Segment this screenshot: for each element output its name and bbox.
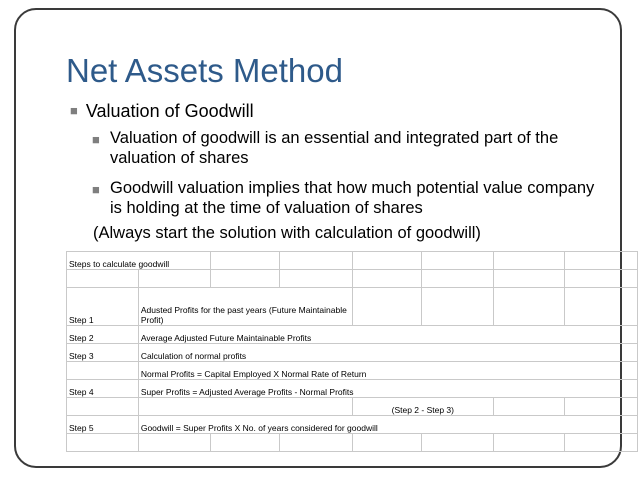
- table-row: [67, 398, 638, 416]
- table-row-empty: [67, 270, 638, 288]
- step-text: Goodwill = Super Profits X No. of years considered for goodwill: [138, 416, 637, 434]
- step-text: Super Profits = Adjusted Average Profits - Normal Profits: [138, 380, 637, 398]
- note-text: (Always start the solution with calculation of goodwill): [93, 224, 481, 242]
- step-text: Normal Profits = Capital Employed X Normal Rate of Return: [138, 362, 637, 380]
- table-row: [67, 380, 638, 398]
- step-label: Step 4: [67, 380, 139, 398]
- step-label: Step 3: [67, 344, 139, 362]
- bullet-level1-text: Valuation of Goodwill: [85, 101, 254, 121]
- step-label: Step 5: [67, 416, 139, 434]
- bullet-icon: ■: [92, 132, 100, 147]
- bullet-icon: ■: [70, 103, 78, 118]
- steps-table: [66, 251, 638, 452]
- table-row: [67, 288, 638, 326]
- table-header-row: [67, 252, 638, 270]
- bullet-level2-text: Valuation of goodwill is an essential and integrated part of the valuation of shares: [110, 129, 559, 167]
- table-row: [67, 416, 638, 434]
- table-header: Steps to calculate goodwill: [67, 252, 211, 270]
- table-row-empty: [67, 434, 638, 452]
- table-row: [67, 344, 638, 362]
- bullet-level2-2: [92, 178, 612, 218]
- step-label: Step 1: [67, 288, 139, 326]
- step-label: [67, 398, 139, 416]
- step-label: Step 2: [67, 326, 139, 344]
- step-text: (Step 2 - Step 3): [352, 398, 493, 416]
- bullet-icon: ■: [92, 182, 100, 197]
- step-label: [67, 362, 139, 380]
- slide-title: Net Assets Method: [66, 52, 343, 89]
- bullet-level2-text: Goodwill valuation implies that how much potential value company is holding at the time of valuation of shares: [110, 179, 595, 217]
- step-text: Adusted Profits for the past years (Future Maintainable Profit): [138, 288, 352, 326]
- table-row: [67, 362, 638, 380]
- bullet-level1: [70, 101, 254, 122]
- step-text: Average Adjusted Future Maintainable Profits: [138, 326, 637, 344]
- step-text: Calculation of normal profits: [138, 344, 637, 362]
- table-row: [67, 326, 638, 344]
- bullet-level2-1: [92, 128, 612, 168]
